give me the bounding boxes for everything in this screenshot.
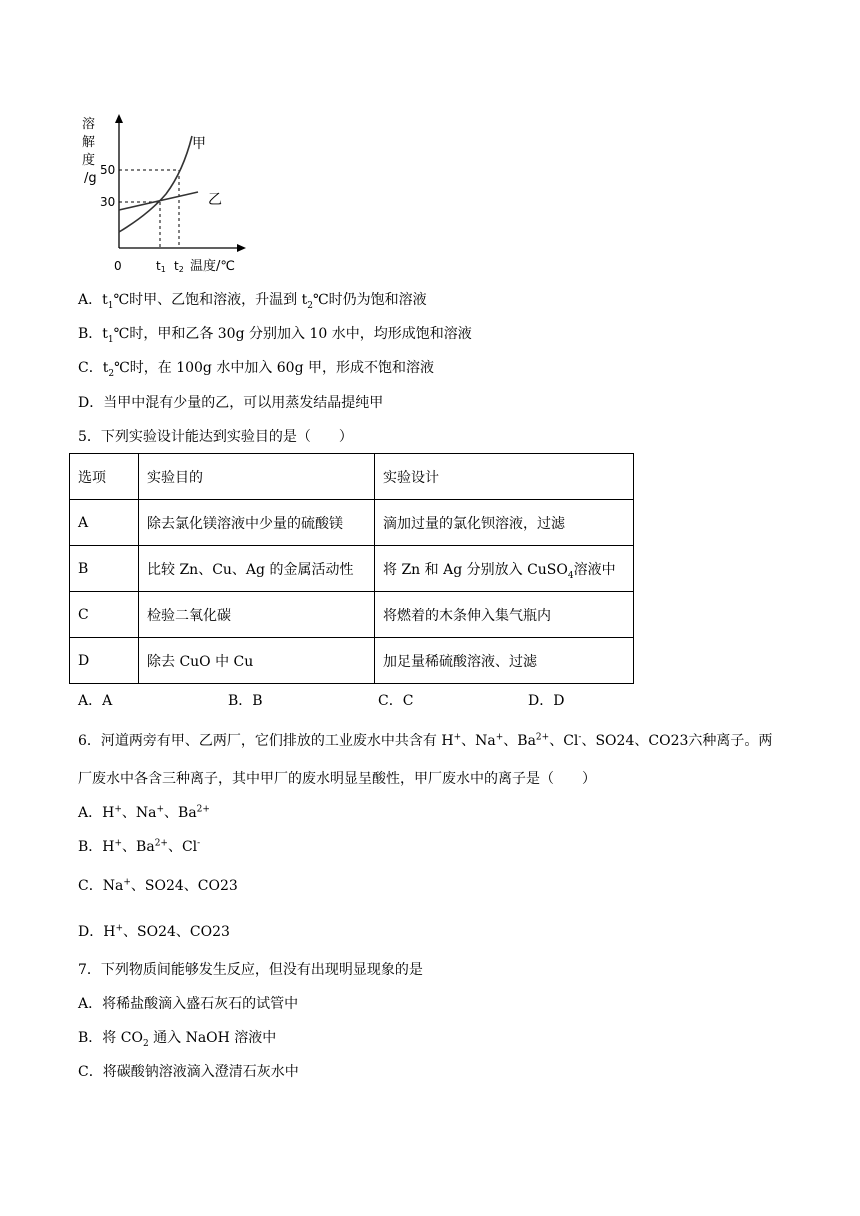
q5-option-d: D．D: [528, 693, 565, 709]
q7-option-a: A．将稀盐酸滴入盛石灰石的试管中: [78, 996, 299, 1012]
label-jia: 甲: [192, 136, 206, 152]
q5-stem: 5．下列实验设计能达到实验目的是（ ）: [78, 429, 353, 445]
table-header-row: [70, 454, 634, 500]
q5-option-a: A．A: [78, 693, 113, 709]
xlabel: 温度/℃: [190, 259, 235, 274]
cell-design: 滴加过量的氯化钡溶液，过滤: [375, 500, 634, 546]
cell-option: A: [70, 500, 139, 546]
table-row: [70, 638, 634, 684]
graph-ylabel-3: 度: [82, 153, 96, 168]
q6-stem-line1: 6．河道两旁有甲、乙两厂，它们排放的工业废水中共含有 H+、Na+、$Ba^{2+}$、Cl-、SO24、CO23六种离子。两: [78, 732, 773, 749]
xtick-0: 0: [114, 259, 122, 273]
q6-stem-line2: 厂废水中各含三种离子，其中甲厂的废水明显呈酸性，甲厂废水中的离子是（ ）: [78, 771, 596, 787]
table-row: [70, 546, 634, 592]
q6-option-d: D．H+、SO24、CO23: [78, 923, 230, 940]
q4-option-b: B．$t_1℃$时，甲和乙各 30g 分别加入 10 水中，均形成饱和溶液: [78, 326, 472, 345]
solubility-graph: [74, 108, 254, 288]
xtick-t2: t2: [174, 259, 184, 274]
q5-option-b: B．B: [228, 693, 263, 709]
label-yi: 乙: [208, 192, 222, 208]
q4-option-a: A．$t_1℃$时甲、乙饱和溶液，升温到 $t_2℃$时仍为饱和溶液: [78, 292, 427, 311]
header-purpose: 实验目的: [139, 454, 375, 500]
q4-option-d: D．当甲中混有少量的乙，可以用蒸发结晶提纯甲: [78, 395, 384, 411]
cell-option: C: [70, 592, 139, 638]
ytick-50: 50: [100, 163, 116, 177]
cell-purpose: 除去氯化镁溶液中少量的硫酸镁: [139, 500, 375, 546]
graph-ylabel-1: 溶: [82, 117, 96, 132]
header-design: 实验设计: [375, 454, 634, 500]
table-row: [70, 592, 634, 638]
q5-option-c: C．C: [378, 693, 414, 709]
cell-design: 将燃着的木条伸入集气瓶内: [375, 592, 634, 638]
q6-option-b: B．H+、$Ba^{2+}$、Cl-: [78, 838, 201, 855]
cell-purpose: 检验二氧化碳: [139, 592, 375, 638]
q4-option-c: C．$t_2℃$时，在 100g 水中加入 60g 甲，形成不饱和溶液: [78, 360, 434, 379]
cell-purpose: 除去 CuO 中 Cu: [139, 638, 375, 684]
q5-table: [69, 453, 634, 684]
graph-ylabel-4: /g: [84, 171, 97, 186]
q7-option-c: C．将碳酸钠溶液滴入澄清石灰水中: [78, 1064, 299, 1080]
xtick-t1: t1: [156, 259, 166, 274]
cell-purpose: 比较 Zn、Cu、Ag 的金属活动性: [139, 546, 375, 592]
header-option: 选项: [70, 454, 139, 500]
table-row: [70, 500, 634, 546]
ytick-30: 30: [100, 195, 116, 209]
q6-option-c: C．Na+、SO24、CO23: [78, 877, 238, 894]
q7-option-b: B．将 $CO_2$ 通入 NaOH 溶液中: [78, 1030, 277, 1049]
cell-design: 将 Zn 和 Ag 分别放入 CuSO$_4$溶液中: [375, 546, 634, 592]
cell-design: 加足量稀硫酸溶液、过滤: [375, 638, 634, 684]
cell-option: D: [70, 638, 139, 684]
cell-option: B: [70, 546, 139, 592]
q6-option-a: A．H+、Na+、$Ba^{2+}$: [78, 804, 210, 821]
q7-stem: 7．下列物质间能够发生反应，但没有出现明显现象的是: [78, 962, 423, 978]
q5-options: [78, 691, 678, 711]
graph-ylabel-2: 解: [82, 135, 96, 150]
